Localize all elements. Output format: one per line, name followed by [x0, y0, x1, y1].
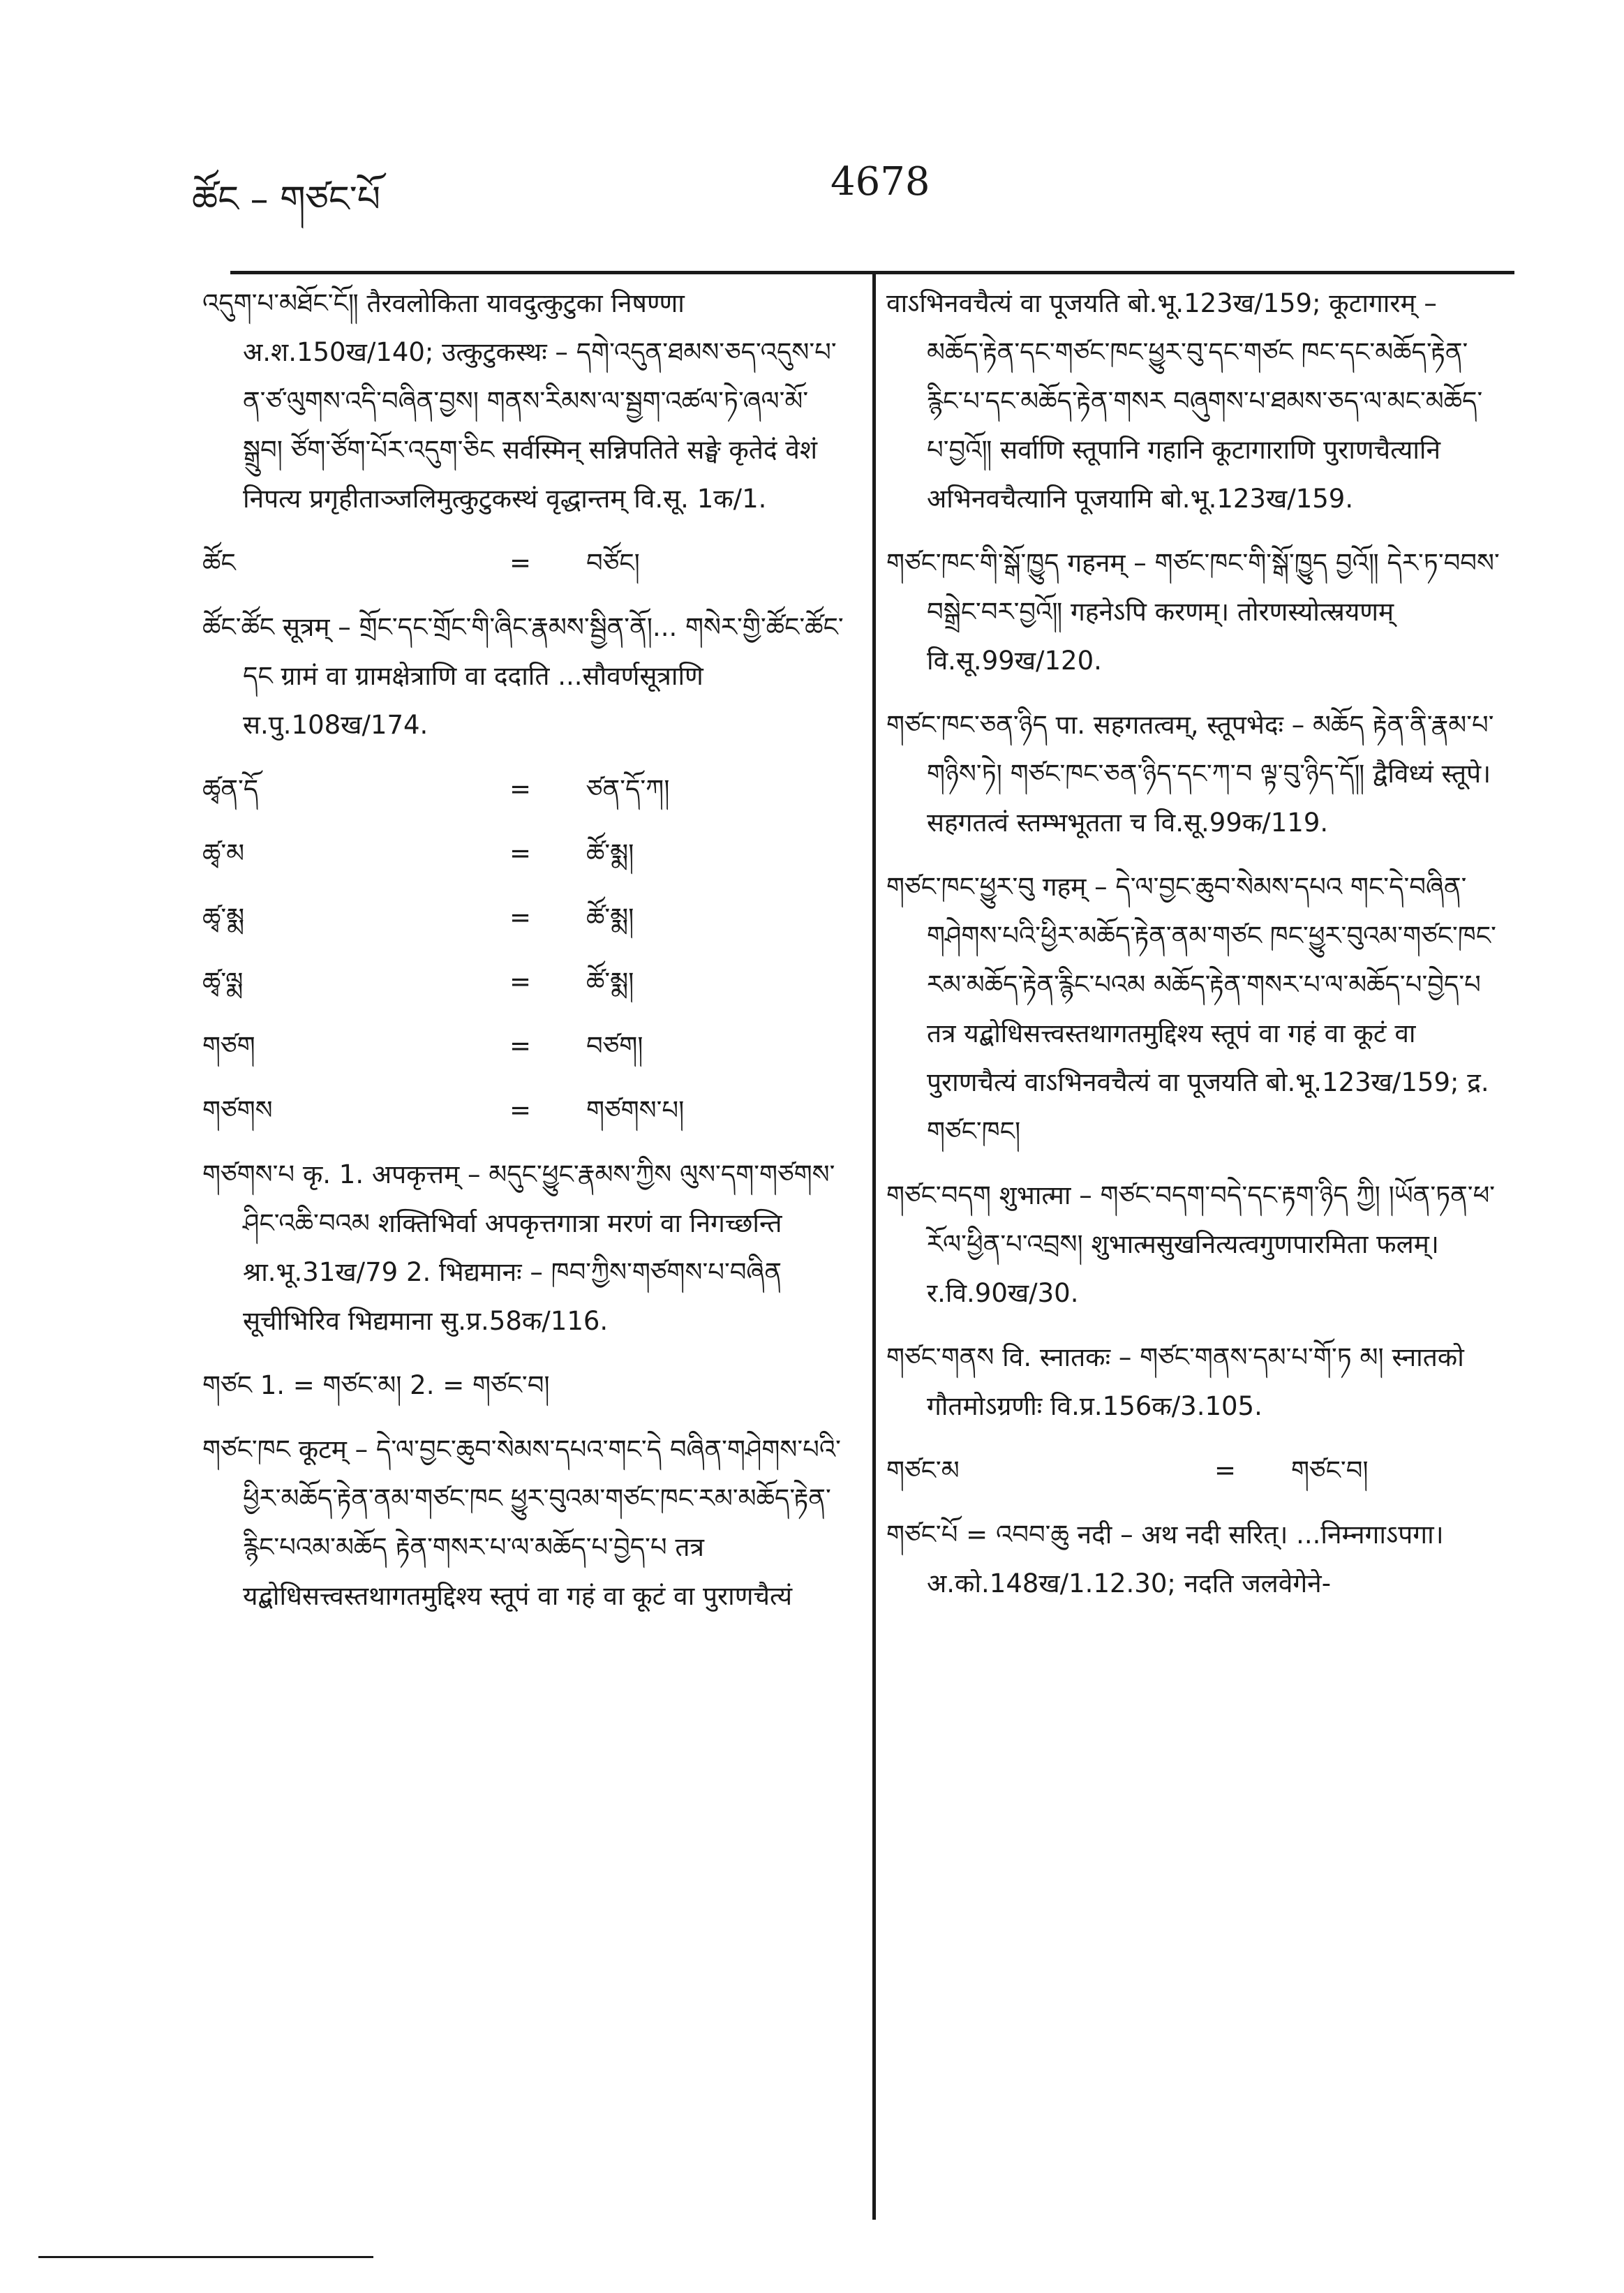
dictionary-entry: གཙང་ཁང कूटम् – དེ་ལ་བྱང་ཆུབ་སེམས་དཔའ་གང་དེ བཞིན་གཤེགས་པའི་ཕྱིར་མཆོད་རྟེན་ནམ་གཙང་ཁང ཕྱུར་བུའམ་གཙང་ཁང་རམ་མཆོད་རྟེན་རྙིང་པའམ་མཆོད རྟེན་གསར་པ་ལ་མཆོད་པ་བྱེད་པ तत्र यद्बोधिसत्त्वस्तथागतमुद्दिश्य स्तूपं वा गहं वा कूटं वा पुराणचैत्यं — [202, 1434, 841, 1611]
headword: གཙང་མ — [886, 1455, 960, 1485]
cross-reference-entry — [886, 1446, 1500, 1495]
dictionary-entry: གཙགས་པ कृ. 1. अपकृत्तम् – མདུང་ཕྱུང་རྣམས་ཀྱིས ལུས་དག་གཙགས་ཤིང་འཆི་བའམ शक्तिभिर्वा अपकृत्तगात्रा मरणं वा निगच्छन्ति श्रा.भू.31ख/79 2. भिद्यमानः – ཁབ་ཀྱིས་གཙགས་པ་བཞིན सूचीभिरिव भिद्यमाना सु.प्र.58क/116. — [202, 1159, 835, 1336]
dictionary-entry: གཙང་གནས वि. स्नातकः – གཙང་གནས་དམ་པ་གོ་ཏ མ། स्नातको गौतमोऽग्रणीः वि.प्र.156क/3.105. — [886, 1342, 1464, 1421]
headword: ཚྭ་མྨ — [202, 903, 245, 933]
page-number: 4678 — [830, 159, 930, 205]
cross-reference-entry — [202, 1086, 844, 1135]
dictionary-entry: གཙང་ཁང་ཕྱུར་བུ गहम् – དེ་ལ་བྱང་ཆུབ་སེམས་དཔའ གང་དེ་བཞིན་གཤེགས་པའི་ཕྱིར་མཆོད་རྟེན་ནམ་གཙང ཁང་ཕྱུར་བུའམ་གཙང་ཁང་རམ་མཆོད་རྟེན་རྙིང་པའམ མཆོད་རྟེན་གསར་པ་ལ་མཆོད་པ་བྱེད་པ तत्र यद्बोधिसत्त्वस्तथागतमुद्दिश्य स्तूपं वा गहं वा कूटं वा पुराणचैत्यं वाऽभिनवचैत्यं वा पूजयति बो.भू.123ख/159; द्र. གཙང་ཁང། — [886, 872, 1496, 1146]
equals-sign: = — [509, 967, 532, 997]
dictionary-entry: འདུག་པ་མཐོང་ངོ༎ तैरवलोकिता यावदुत्कुटुका निषण्णा अ.श.150ख/140; उत्कुटुकस्थः – དགེ་འདུན་ཐམས་ཅད་འདུས་པ་ན་ཙ་ལུགས་འདི་བཞིན་བྱས། གནས་རིམས་ལ་སྦྱག་འཚལ་ཏེ་ཞལ་མོ་སྒྲུབ། ཙོག་ཙོག་པོར་འདུག་ཅིང सर्वस्मिन् सन्निपतिते सङ्घे कृतेदं वेशं निपत्य प्रगृहीताञ्जलिमुत्कुटुकस्थं वृद्धान्तम् वि.सू. 1क/1. — [202, 288, 837, 514]
equals-sign: = — [509, 548, 532, 578]
right-column — [886, 279, 1500, 1624]
cross-reference-target: ཚོ་མྨ། — [586, 903, 634, 933]
headword: གཙག — [202, 1031, 255, 1061]
dictionary-entry: གཙང་ཁང་ཅན་ཉིད पा. सहगतत्वम्, स्तूपभेदः – མཆོད རྟེན་ནི་རྣམ་པ་གཉིས་ཏེ། གཙང་ཁང་ཅན་ཉིད་དང་ཀ་བ ལྟ་བུ་ཉིད་དོ༎ द्वैविध्यं स्तूपे। सहगतत्वं स्तम्भभूतता च वि.सू.99क/119. — [886, 710, 1494, 838]
dictionary-entry: གཙང་པོ = འབབ་ཆུ नदी – अथ नदी सरित्। ...निम्नगाऽपगा। अ.को.148ख/1.12.30; नदति जलवेगेने- — [886, 1520, 1444, 1598]
headword: གཙགས — [202, 1095, 273, 1125]
cross-reference-target: ཙན་དོ་ཀ། — [586, 774, 670, 804]
dictionary-entry: ཚོང་ཚོང सूत्रम् – གྲོང་དང་གྲོང་གི་ཞིང་རྣམས་སྦྱིན་ནོ།... གསེར་གྱི་ཚོང་ཚོང་དང ग्रामं वा ग्रामक्षेत्राणि वा ददाति ...सौवर्णसूत्राणि स.पु.108ख/174. — [202, 612, 844, 740]
cross-reference-target: ཚོ་མྨ། — [586, 838, 634, 868]
left-column — [202, 279, 844, 1636]
headword: ཚྭ་ལྨ — [202, 967, 244, 997]
footer-rule — [38, 2256, 373, 2258]
cross-reference-target: གཙང་བ། — [1291, 1455, 1369, 1485]
cross-reference-target: ཚོ་མྨ། — [586, 967, 634, 997]
cross-reference-entry — [202, 1022, 844, 1071]
equals-sign: = — [509, 1031, 532, 1061]
cross-reference-entry — [202, 829, 844, 878]
dictionary-entry: གཙང་ཁང་གི་སྒོ་ཁྱུད गहनम् – གཙང་ཁང་གི་སྒོ་ཁྱུད བྱའོ༎ དེར་ཏ་བབས་བསྒྲེང་བར་བྱའོ༎ गहनेऽपि करणम्। तोरणस्योत्स्रयणम् वि.सू.99ख/120. — [886, 548, 1500, 676]
cross-reference-entry — [202, 539, 844, 588]
dictionary-entry: གཙང་བདག शुभात्मा – གཙང་བདག་བདེ་དང་རྟག་ཉིད ཀྱི། །ཡོན་ཏན་ཕ་རོལ་ཕྱིན་པ་འབྲས། शुभात्मसुखनित्यत्वगुणपारमिता फलम्। र.वि.90ख/30. — [886, 1180, 1496, 1308]
headword: ཚྭ་མ — [202, 838, 245, 868]
equals-sign: = — [509, 1095, 532, 1125]
cross-reference-entry — [202, 765, 844, 814]
running-header: ཚོང – གཙང་པོ — [192, 179, 381, 221]
cross-reference-entry — [202, 893, 844, 942]
equals-sign: = — [509, 774, 532, 804]
cross-reference-target: བཙོང། — [586, 548, 640, 578]
cross-reference-target: བཙག། — [586, 1031, 643, 1061]
headword: ཚྭན་དོ — [202, 774, 259, 804]
dictionary-entry: वाऽभिनवचैत्यं वा पूजयति बो.भू.123ख/159; कूटागारम् – མཆོད་རྟེན་དང་གཙང་ཁང་ཕྱུར་བུ་དང་གཙང ཁང་དང་མཆོད་རྟེན་རྙིང་པ་དང་མཆོད་རྟེན་གསར བཞུགས་པ་ཐམས་ཅད་ལ་མང་མཆོད་པ་བྱའོ༎ सर्वाणि स्तूपानि गहानि कूटागाराणि पुराणचैत्यानि अभिनवचैत्यानि पूजयामि बो.भू.123ख/159. — [886, 288, 1483, 514]
cross-reference-target: གཙགས་པ། — [586, 1095, 685, 1125]
cross-reference-entry — [202, 958, 844, 1007]
column-divider — [872, 272, 876, 2220]
dictionary-entry: གཙང 1. = གཙང་མ། 2. = གཙང་བ། — [202, 1370, 550, 1400]
equals-sign: = — [1214, 1455, 1237, 1485]
headword: ཚོང — [202, 548, 236, 578]
equals-sign: = — [509, 838, 532, 868]
equals-sign: = — [509, 903, 532, 933]
